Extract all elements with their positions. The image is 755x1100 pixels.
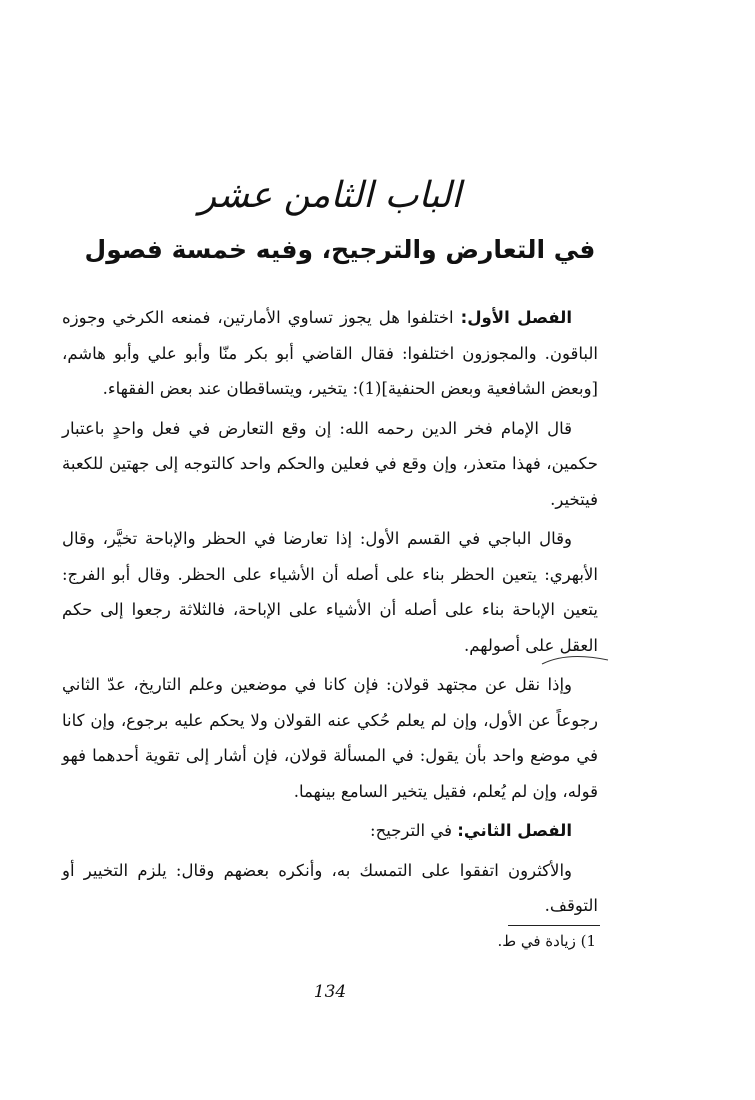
section-heading-1: الفصل الأول:: [460, 308, 572, 327]
chapter-title: الباب الثامن عشر: [198, 175, 462, 216]
section-2-text: في الترجيح:: [370, 821, 458, 840]
section-heading-2: الفصل الثاني:: [457, 821, 572, 840]
paragraph-section-2: [62, 813, 598, 849]
handwritten-underline-mark: [540, 652, 610, 672]
section-1-text: اختلفوا هل يجوز تساوي الأمارتين، فمنعه الكرخي وجوزه الباقون. والمجوزون اختلفوا: فقال القاضي أبو بكر منّا وأبو علي وأبو هاشم، [وبعض الشافعية وبعض الحنفية](1): يتخير، ويتساقطان عند بعض الفقهاء.: [62, 308, 598, 398]
chapter-subtitle: في التعارض والترجيح، وفيه خمسة فصول: [84, 235, 596, 264]
paragraph-2: قال الإمام فخر الدين رحمه الله: إن وقع التعارض في فعل واحدٍ باعتبار حكمين، فهذا متعذر، وإن وقع في فعلين والحكم واحد كالتوجه إلى جهتين للكعبة فيتخير.: [62, 418, 598, 509]
footnote-divider: [508, 925, 600, 926]
page-number: 134: [313, 982, 347, 1002]
paragraph-section-1: [62, 300, 598, 407]
body-text: [62, 300, 598, 928]
paragraph-6: والأكثرون اتفقوا على التمسك به، وأنكره بعضهم وقال: يلزم التخيير أو التوقف.: [62, 860, 598, 915]
paragraph-4: وإذا نقل عن مجتهد قولان: فإن كانا في موضعين وعلم التاريخ، عدّ الثاني رجوعاً عن الأول، وإن لم يعلم حُكي عنه القولان ولا يحكم عليه برجوع، وإن كانا في موضع واحد بأن يقول: في المسألة قولان، فإن أشار إلى تقوية أحدهما فهو قوله، وإن لم يُعلم، فقيل يتخير السامع بينهما.: [62, 675, 598, 801]
paragraph-3: وقال الباجي في القسم الأول: إذا تعارضا في الحظر والإباحة تخيَّر، وقال الأبهري: يتعين الحظر بناء على أصله أن الأشياء على الحظر. وقال أبو الفرج: يتعين الإباحة بناء على أصله أن الأشياء على الإباحة، فالثلاثة رجعوا إلى حكم العقل على أصولهم.: [62, 529, 598, 655]
footnote: 1) زيادة في ط.: [497, 932, 596, 950]
